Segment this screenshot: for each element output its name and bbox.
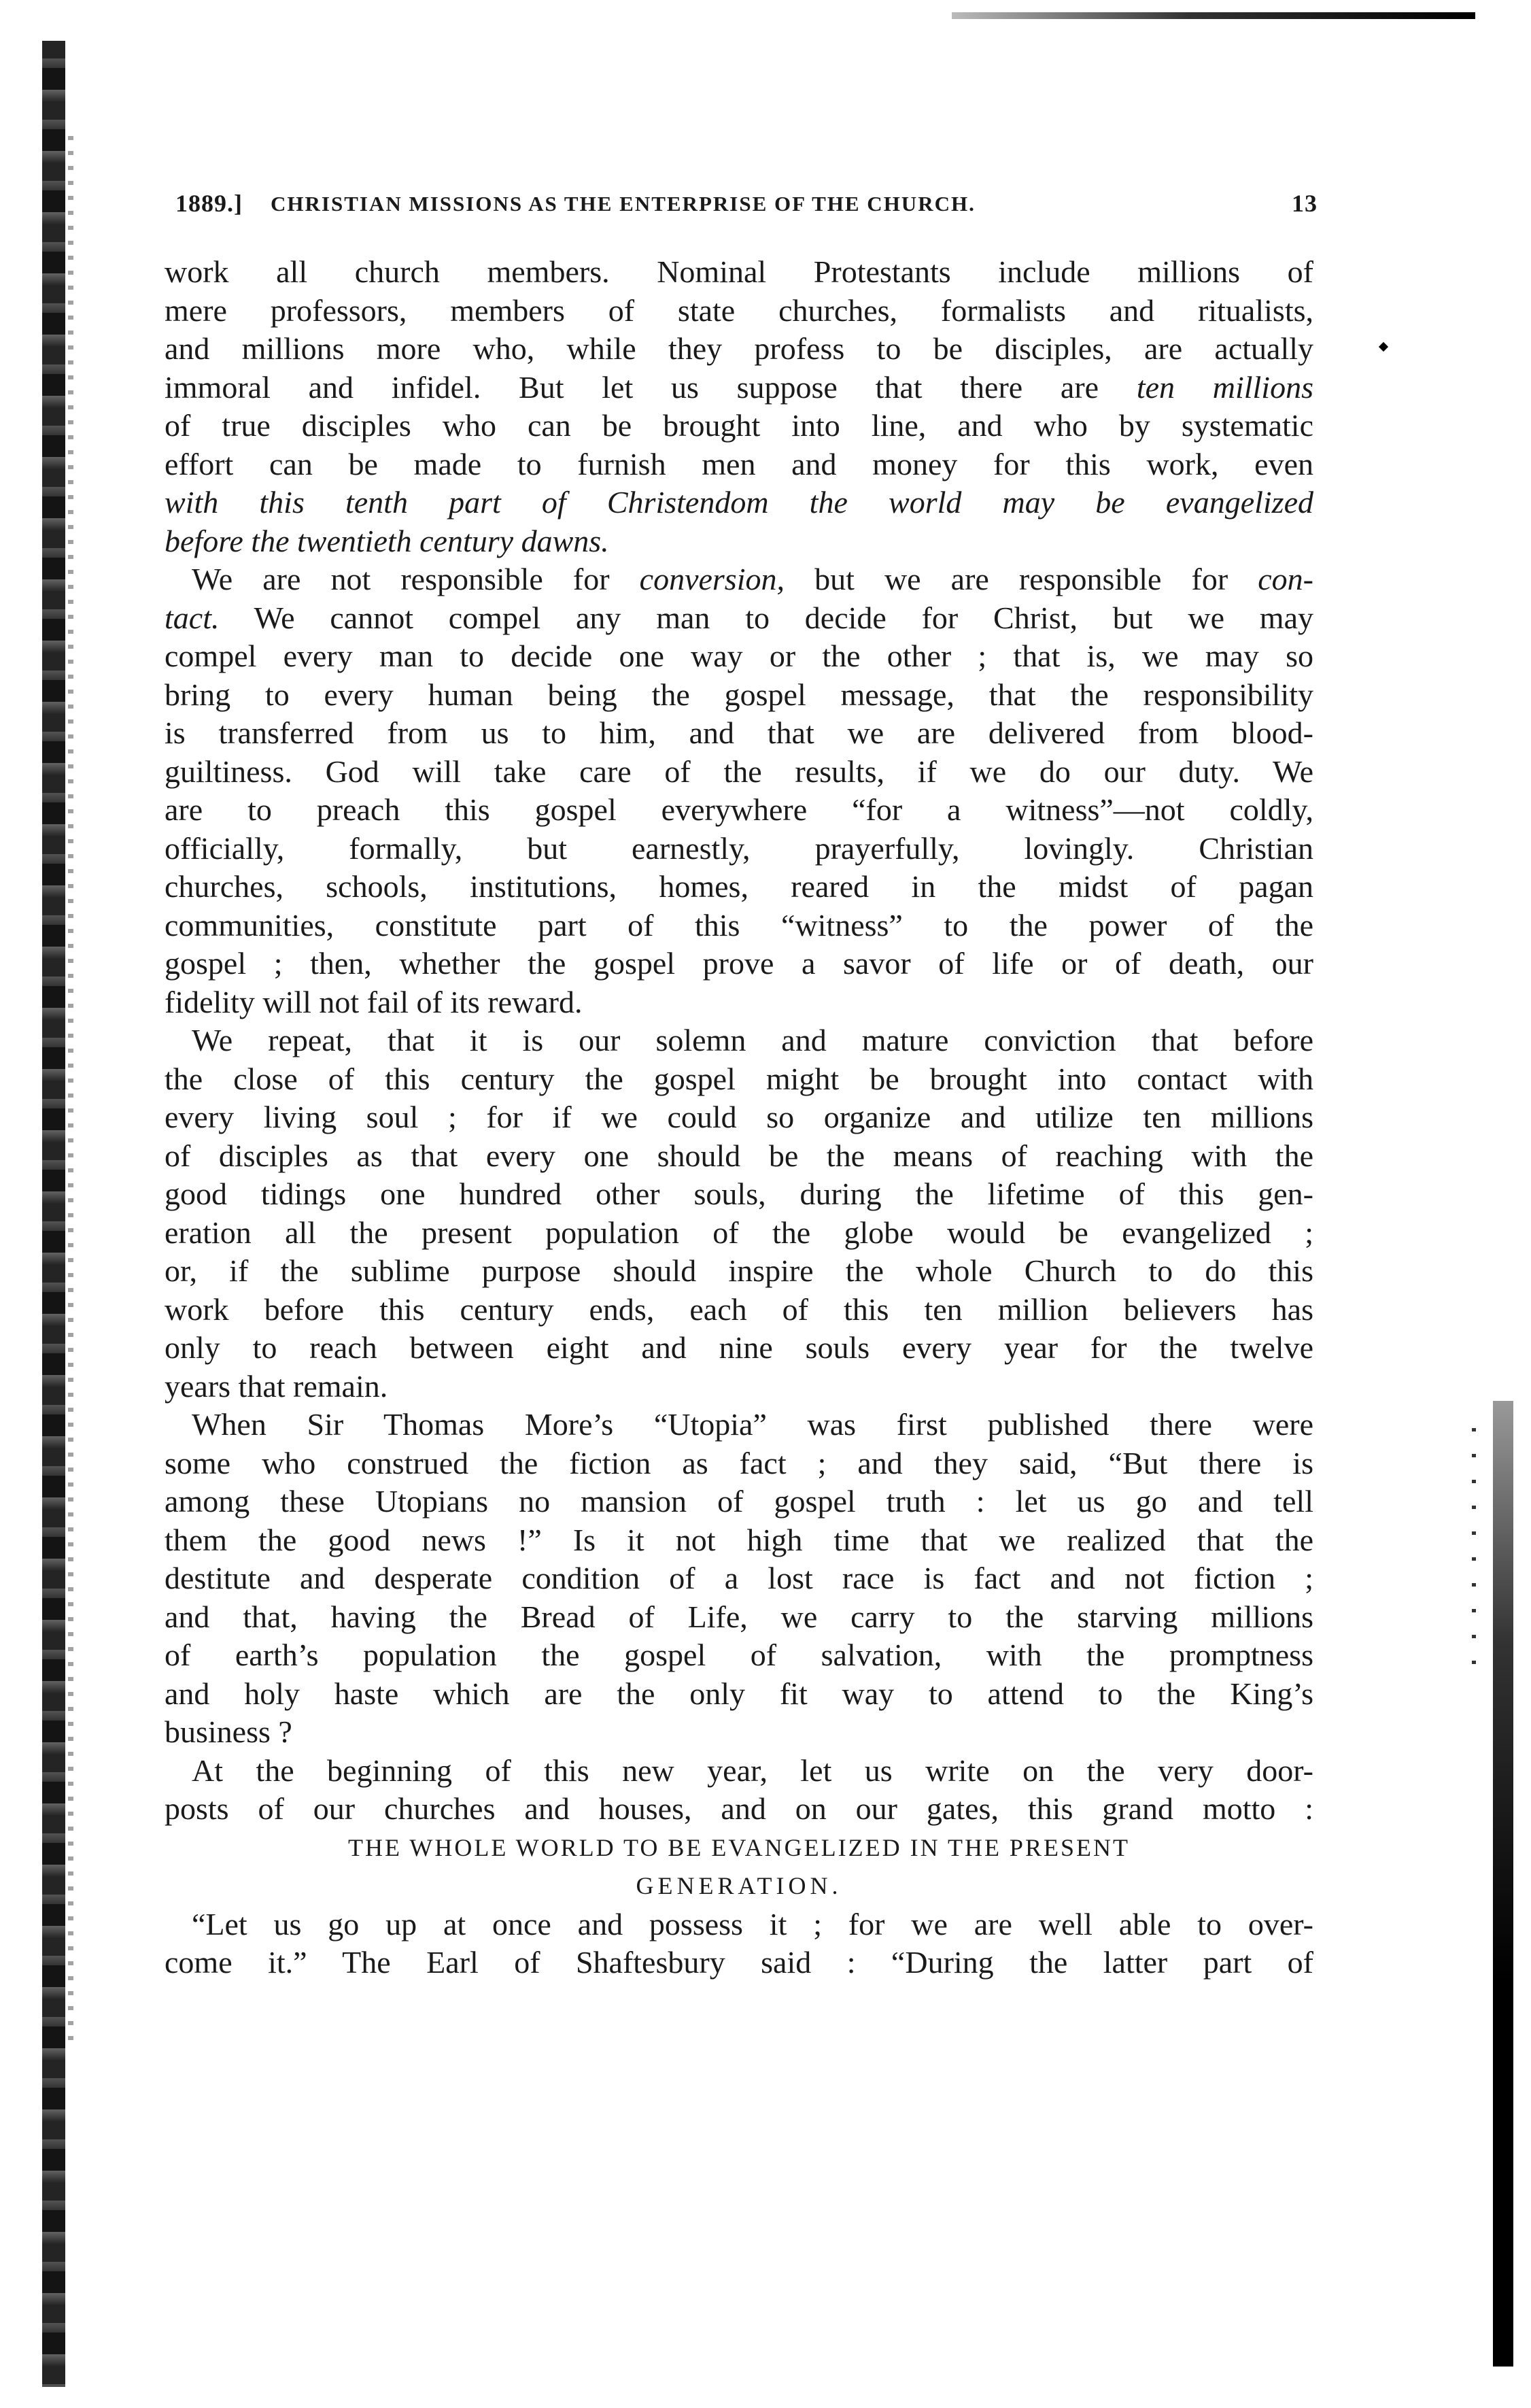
text-line (165, 330, 1313, 369)
text-line (165, 369, 1313, 407)
text-line (165, 1137, 1313, 1176)
text-run: We repeat, that it is our solemn and mature conviction that before (192, 1023, 1313, 1057)
text-run: communities, constitute part of this “witness” to the power of the (165, 907, 1313, 943)
motto-line (165, 1829, 1313, 1867)
text-line (165, 1598, 1313, 1637)
text-run: only to reach between eight and nine souls every year for the twelve (165, 1330, 1313, 1365)
text-line (165, 753, 1313, 792)
text-run: destitute and desperate condition of a lost race is fact and not fiction ; (165, 1561, 1313, 1595)
text-line (165, 1482, 1313, 1521)
text-run: compel every man to decide one way or the other ; that is, we may so (165, 639, 1313, 673)
text-run: good tidings one hundred other souls, during the lifetime of this gen- (165, 1176, 1313, 1211)
text-run: When Sir Thomas More’s “Utopia” was first published there were (192, 1407, 1313, 1442)
text-line (165, 1329, 1313, 1368)
text-run: among these Utopians no mansion of gospel truth : let us go and tell (165, 1484, 1313, 1519)
text-line (165, 560, 1313, 599)
text-line (165, 1559, 1313, 1598)
text-run: come it.” The Earl of Shaftesbury said : “During the latter part of (165, 1945, 1313, 1980)
running-head (175, 189, 1318, 223)
text-line (165, 1713, 1313, 1752)
italic-text: con- (1258, 562, 1313, 596)
scan-edge-specks (1472, 1428, 1476, 1666)
italic-text: before the twentieth century dawns. (165, 523, 609, 558)
text-line (165, 714, 1313, 753)
text-line (165, 868, 1313, 906)
text-run: THE WHOLE WORLD TO BE EVANGELIZED IN THE PRESENT (348, 1833, 1130, 1861)
text-line (165, 945, 1313, 983)
text-line (165, 522, 1313, 561)
text-line (165, 1252, 1313, 1291)
text-line (165, 1175, 1313, 1214)
italic-text: ten millions (1136, 369, 1313, 405)
scan-top-rule (952, 12, 1475, 19)
text-run: “Let us go up at once and possess it ; for we are well able to over- (192, 1906, 1313, 1941)
text-run: churches, schools, institutions, homes, reared in the midst of pagan (165, 869, 1313, 904)
text-run: of disciples as that every one should be the means of reaching with the (165, 1138, 1313, 1173)
text-run: eration all the present population of the globe would be evangelized ; (165, 1215, 1313, 1250)
text-run: is transferred from us to him, and that we are delivered from blood- (165, 715, 1313, 750)
text-line (165, 1944, 1313, 1982)
text-line (165, 906, 1313, 945)
text-run: years that remain. (165, 1368, 388, 1404)
text-run: At the beginning of this new year, let us write on the very door- (192, 1752, 1313, 1788)
text-run: We are not responsible for (192, 562, 640, 596)
text-line (165, 1790, 1313, 1829)
text-run: effort can be made to furnish men and money for this work, even (165, 446, 1313, 481)
text-run: business ? (165, 1714, 292, 1749)
text-run: some who construed the fiction as fact ; and they said, “But there is (165, 1445, 1313, 1480)
text-line (165, 1675, 1313, 1714)
text-run: and millions more who, while they profess to be disciples, are actually (165, 331, 1313, 366)
text-run: gospel ; then, whether the gospel prove a savor of life or of death, our (165, 946, 1313, 981)
text-run: but we are responsible for (785, 562, 1258, 596)
text-line (165, 1368, 1313, 1406)
text-run: fidelity will not fail of its reward. (165, 984, 583, 1019)
text-line (165, 1636, 1313, 1675)
body-text (165, 253, 1313, 1982)
text-run: and holy haste which are the only fit way to attend to the King’s (165, 1676, 1313, 1711)
scan-binding-specks (68, 136, 73, 2040)
text-run: We cannot compel any man to decide for Christ, but we may (219, 600, 1313, 635)
scan-margin-mark (1379, 342, 1388, 352)
text-line (165, 1521, 1313, 1560)
text-run: and that, having the Bread of Life, we carry to the starving millions (165, 1599, 1313, 1634)
text-line (165, 983, 1313, 1022)
text-line (165, 599, 1313, 638)
text-run: work before this century ends, each of this ten million believers has (165, 1291, 1313, 1327)
text-line (165, 292, 1313, 330)
text-line (165, 1214, 1313, 1253)
motto-line (165, 1867, 1313, 1905)
text-line (165, 407, 1313, 445)
running-head-title: CHRISTIAN MISSIONS AS THE ENTERPRISE OF THE CHURCH. (271, 192, 976, 216)
text-run: them the good news !” Is it not high time that we realized that the (165, 1522, 1313, 1557)
text-line (165, 1021, 1313, 1060)
italic-text: conversion, (639, 562, 785, 596)
text-run: guiltiness. God will take care of the results, if we do our duty. We (165, 753, 1313, 789)
text-line (165, 676, 1313, 715)
text-line (165, 830, 1313, 868)
text-run: are to preach this gospel everywhere “for a witness”—not coldly, (165, 792, 1313, 827)
italic-text: with this tenth part of Christendom the world may be evangelized (165, 485, 1313, 520)
scan-binding-shadow (42, 41, 65, 2387)
italic-text: tact. (165, 600, 220, 635)
text-run: immoral and infidel. But let us suppose that there are (165, 369, 1137, 405)
text-line (165, 1291, 1313, 1329)
text-line (165, 1098, 1313, 1137)
text-run: work all church members. Nominal Protestants include millions of (165, 254, 1313, 289)
text-line (165, 1060, 1313, 1099)
scan-right-edge-shadow (1493, 1401, 1513, 2367)
text-run: officially, formally, but earnestly, prayerfully, lovingly. Christian (165, 830, 1313, 866)
text-line (165, 1406, 1313, 1444)
text-run: every living soul ; for if we could so organize and utilize ten millions (165, 1100, 1313, 1134)
text-run: the close of this century the gospel might be brought into contact with (165, 1061, 1313, 1096)
text-run: or, if the sublime purpose should inspire the whole Church to do this (165, 1253, 1313, 1288)
text-run: GENERATION. (636, 1872, 842, 1899)
text-line (165, 637, 1313, 676)
text-run: of true disciples who can be brought into line, and who by systematic (165, 408, 1313, 443)
text-line (165, 1444, 1313, 1483)
running-head-year: 1889.] (175, 190, 243, 217)
text-run: bring to every human being the gospel message, that the responsibility (165, 677, 1313, 712)
text-line (165, 791, 1313, 830)
text-line (165, 1905, 1313, 1944)
text-run: of earth’s population the gospel of salvation, with the promptness (165, 1638, 1313, 1672)
text-line (165, 1752, 1313, 1791)
text-line (165, 484, 1313, 522)
text-line (165, 445, 1313, 484)
text-line (165, 253, 1313, 292)
page-number: 13 (1292, 190, 1318, 217)
text-run: mere professors, members of state churches, formalists and ritualists, (165, 292, 1313, 328)
text-run: posts of our churches and houses, and on our gates, this grand motto : (165, 1791, 1313, 1826)
